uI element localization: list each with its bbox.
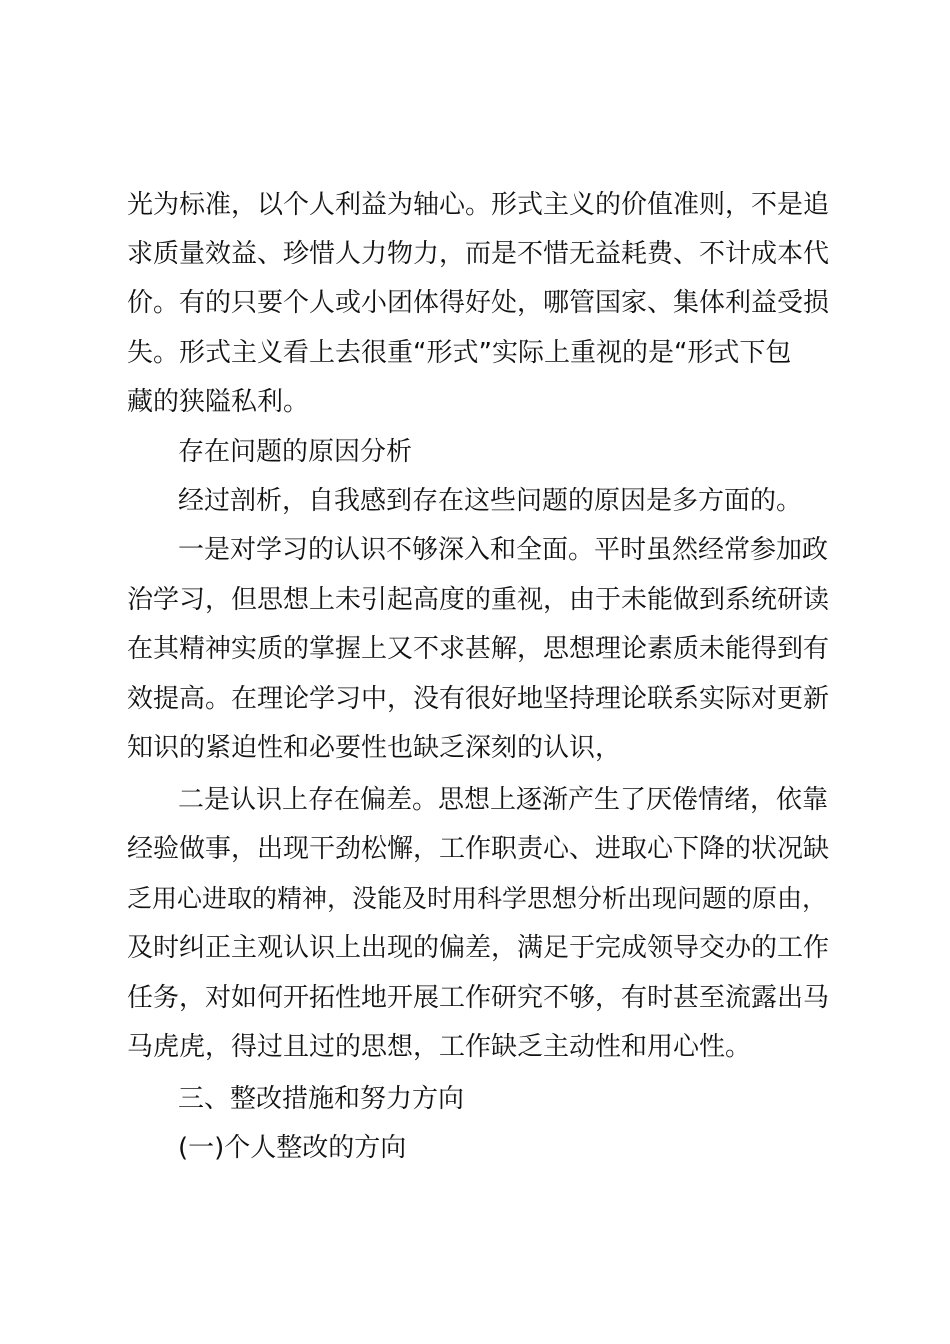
paragraph-line: 经过剖析，自我感到存在这些问题的原因是多方面的。 <box>178 486 803 516</box>
paragraph-line: 求质量效益、珍惜人力物力，而是不惜无益耗费、不计成本代 <box>127 239 830 269</box>
paragraph-line: 效提高。在理论学习中，没有很好地坚持理论联系实际对更新 <box>127 684 830 714</box>
paragraph-line: 失。形式主义看上去很重“形式”实际上重视的是“形式下包 <box>127 338 792 368</box>
paragraph-line: 及时纠正主观认识上出现的偏差，满足于完成领导交办的工作 <box>127 933 830 963</box>
paragraph-line: 藏的狭隘私利。 <box>127 387 310 417</box>
paragraph-line: 二是认识上存在偏差。思想上逐渐产生了厌倦情绪，依靠 <box>178 785 829 815</box>
paragraph-line: 一是对学习的认识不够深入和全面。平时虽然经常参加政 <box>178 535 829 565</box>
section-heading: 三、整改措施和努力方向 <box>178 1084 465 1114</box>
paragraph-line: 价。有的只要个人或小团体得好处，哪管国家、集体利益受损 <box>127 288 830 318</box>
paragraph-line: 任务，对如何开拓性地开展工作研究不够，有时甚至流露出马 <box>127 983 830 1013</box>
paragraph-line: 乏用心进取的精神，没能及时用科学思想分析出现问题的原由， <box>127 884 828 913</box>
paragraph-line: 光为标准，以个人利益为轴心。形式主义的价值准则，不是追 <box>127 190 830 220</box>
subsection-heading: (一)个人整改的方向 <box>178 1133 407 1163</box>
paragraph-line: 马虎虎，得过且过的思想，工作缺乏主动性和用心性。 <box>127 1032 752 1062</box>
paragraph-line: 在其精神实质的掌握上又不求甚解，思想理论素质未能得到有 <box>127 634 830 664</box>
section-heading: 存在问题的原因分析 <box>178 437 413 467</box>
paragraph-line: 知识的紧迫性和必要性也缺乏深刻的认识， <box>127 733 622 763</box>
paragraph-line: 治学习，但思想上未引起高度的重视，由于未能做到系统研读 <box>127 585 830 615</box>
paragraph-line: 经验做事，出现干劲松懈，工作职责心、进取心下降的状况缺 <box>127 834 830 864</box>
